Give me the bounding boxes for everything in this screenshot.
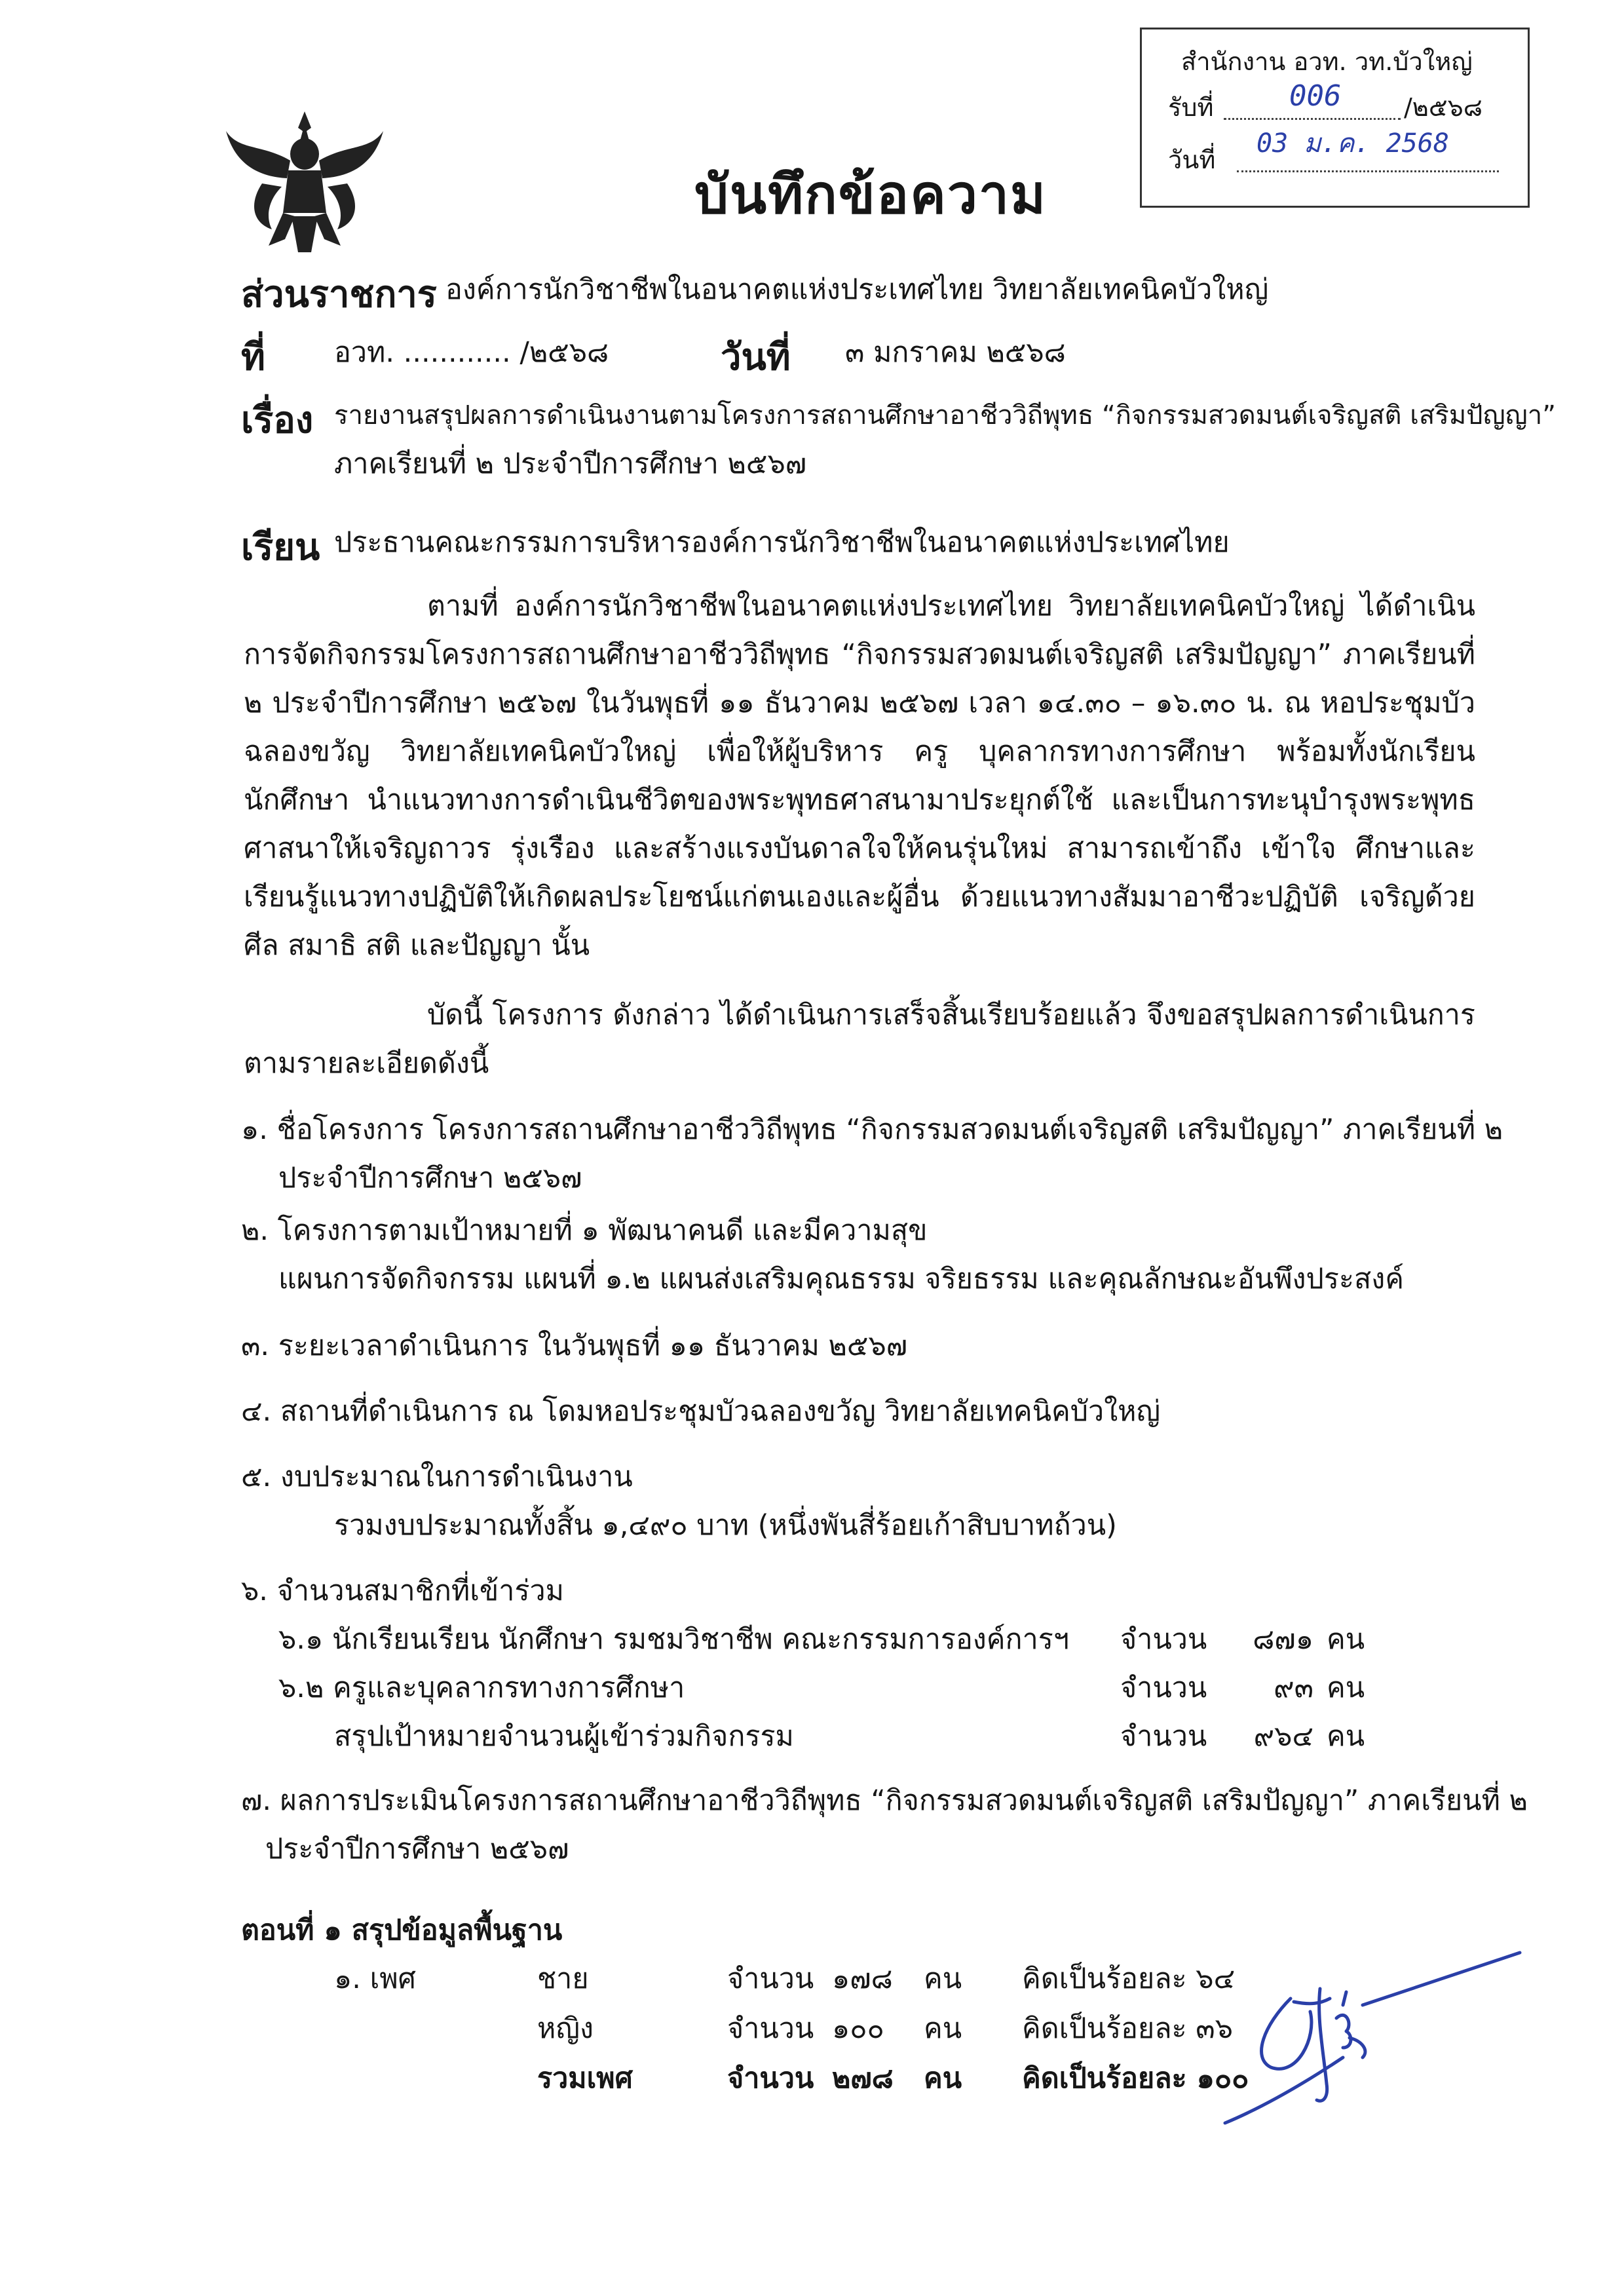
member-row-label: ๖.๒ ครูและบุคลากรทางการศึกษา	[278, 1672, 685, 1704]
to-value: ประธานคณะกรรมการบริหารองค์การนักวิชาชีพในอนาคตแห่งประเทศไทย	[334, 526, 1230, 559]
gender-row-count: ๑๐๐	[832, 2012, 884, 2045]
gender-row-name: รวมเพศ	[537, 2062, 633, 2095]
member-row-count: ๘๗๑	[1253, 1623, 1313, 1656]
subject-line-1: รายงานสรุปผลการดำเนินงานตามโครงการสถานศึกษาอาชีววิถีพุทธ “กิจกรรมสวดมนต์เจริญสติ เสริมปัญญา”	[334, 400, 1556, 430]
item-1-line-1: ๑. ชื่อโครงการ โครงการสถานศึกษาอาชีววิถีพุทธ “กิจกรรมสวดมนต์เจริญสติ เสริมปัญญา” ภาคเรียนที่ ๒	[241, 1113, 1503, 1146]
member-row-count: ๙๓	[1274, 1672, 1313, 1704]
gender-row-name: หญิง	[537, 2012, 594, 2045]
subject-label: เรื่อง	[241, 399, 314, 442]
ref-label: ที่	[241, 336, 265, 379]
gender-row-percent: คิดเป็นร้อยละ ๑๐๐	[1022, 2062, 1249, 2095]
stamp-received-label: รับที่	[1168, 93, 1214, 122]
gender-row-name: ชาย	[537, 1962, 589, 1995]
item-7-line-2: ประจำปีการศึกษา ๒๕๖๗	[265, 1833, 569, 1866]
gender-row-unit: คน	[924, 2012, 962, 2045]
member-row-label: ๖.๑ นักเรียนเรียน นักศึกษา รมชมวิชาชีพ คณะกรรมการองค์การฯ	[278, 1623, 1069, 1656]
item-6-title: ๖. จำนวนสมาชิกที่เข้าร่วม	[241, 1575, 565, 1607]
stamp-office: สำนักงาน อวท. วท.บัวใหญ่	[1181, 47, 1473, 76]
stamp-date-label: วันที่	[1168, 145, 1216, 174]
item-5-line-1: ๕. งบประมาณในการดำเนินงาน	[241, 1461, 633, 1493]
item-2-line-1: ๒. โครงการตามเป้าหมายที่ ๑ พัฒนาคนดี และมีความสุข	[241, 1214, 928, 1247]
agency-label: ส่วนราชการ	[241, 273, 437, 316]
gender-row-percent: คิดเป็นร้อยละ ๓๖	[1022, 2012, 1233, 2045]
agency-value: องค์การนักวิชาชีพในอนาคตแห่งประเทศไทย วิทยาลัยเทคนิคบัวใหญ่	[445, 273, 1269, 306]
stamp-received-suffix: /๒๕๖๘	[1404, 93, 1483, 122]
body-paragraph-1: ตามที่ องค์การนักวิชาชีพในอนาคตแห่งประเทศไทย วิทยาลัยเทคนิคบัวใหญ่ ได้ดำเนินการจัดกิจกรรมโครงการสถานศึกษาอาชีววิถีพุทธ “กิจกรรมสวดมนต์เจริญสติ เสริมปัญญา” ภาคเรียนที่ ๒ ประจำปีการศึกษา ๒๕๖๗ ในวันพุธที่ ๑๑ ธันวาคม ๒๕๖๗ เวลา ๑๔.๓๐ – ๑๖.๓๐ น. ณ หอประชุมบัวฉลองขวัญ วิทยาลัยเทคนิคบัวใหญ่ เพื่อให้ผู้บริหาร ครู บุคลากรทางการศึกษา พร้อมทั้งนักเรียน นักศึกษา นำแนวทางการดำเนินชีวิตของพระพุทธศาสนามาประยุกต์ใช้ และเป็นการทะนุบำรุงพระพุทธศาสนาให้เจริญถาวร รุ่งเรือง และสร้างแรงบันดาลใจให้คนรุ่นใหม่ สามารถเข้าถึง เข้าใจ ศึกษาและเรียนรู้แนวทางปฏิบัติให้เกิดผลประโยชน์แก่ตนเองและผู้อื่น ด้วยแนวทางสัมมาอาชีวะปฏิบัติ เจริญด้วยศีล สมาธิ สติ และปัญญา นั้น	[244, 590, 1475, 962]
garuda-emblem-icon	[223, 105, 387, 256]
member-row-unit: คน	[1327, 1623, 1365, 1656]
date-value: ๓ มกราคม ๒๕๖๘	[845, 336, 1066, 369]
gender-row-count: ๒๗๘	[832, 2062, 894, 2095]
signature-icon	[1212, 1926, 1539, 2136]
member-row-label: สรุปเป้าหมายจำนวนผู้เข้าร่วมกิจกรรม	[334, 1720, 794, 1753]
gender-row-unit: คน	[924, 1962, 962, 1995]
stamp-date-value: 03 ม.ค. 2568	[1256, 128, 1449, 159]
gender-row-unit: คน	[924, 2062, 962, 2095]
gender-row-count: ๑๗๘	[832, 1962, 893, 1995]
member-row-unit: คน	[1327, 1720, 1365, 1753]
item-5-line-2: รวมงบประมาณทั้งสิ้น ๑,๔๙๐ บาท (หนึ่งพันสี่ร้อยเก้าสิบบาทถ้วน)	[334, 1509, 1117, 1542]
gender-row-percent: คิดเป็นร้อยละ ๖๔	[1022, 1962, 1236, 1995]
stamp-received-number: 006	[1289, 79, 1342, 113]
item-4: ๔. สถานที่ดำเนินการ ณ โดมหอประชุมบัวฉลองขวัญ วิทยาลัยเทคนิคบัวใหญ่	[241, 1395, 1161, 1428]
body-paragraph-2: บัดนี้ โครงการ ดังกล่าว ได้ดำเนินการเสร็จสิ้นเรียบร้อยแล้ว จึงขอสรุปผลการดำเนินการตามรายละเอียดดังนี้	[244, 999, 1475, 1080]
ref-value: อวท. ............ /๒๕๖๘	[334, 336, 609, 369]
subject-line-2: ภาคเรียนที่ ๒ ประจำปีการศึกษา ๒๕๖๗	[334, 448, 807, 480]
receipt-stamp	[1140, 28, 1530, 208]
gender-row-count-label: จำนวน	[727, 2012, 814, 2045]
item-3: ๓. ระยะเวลาดำเนินการ ในวันพุธที่ ๑๑ ธันวาคม ๒๕๖๗	[241, 1330, 908, 1362]
member-row-count: ๙๖๔	[1253, 1720, 1313, 1753]
date-label: วันที่	[721, 336, 791, 379]
part-1-title: ตอนที่ ๑ สรุปข้อมูลพื้นฐาน	[241, 1914, 563, 1947]
to-label: เรียน	[241, 526, 320, 569]
gender-label: ๑. เพศ	[334, 1962, 416, 1995]
member-row-unit: คน	[1327, 1672, 1365, 1704]
memo-title: บันทึกข้อความ	[694, 164, 1048, 226]
item-2-line-2: แผนการจัดกิจกรรม แผนที่ ๑.๒ แผนส่งเสริมคุณธรรม จริยธรรม และคุณลักษณะอันพึงประสงค์	[278, 1263, 1405, 1295]
gender-row-count-label: จำนวน	[727, 2062, 814, 2095]
member-row-count-label: จำนวน	[1120, 1623, 1207, 1656]
gender-row-count-label: จำนวน	[727, 1962, 814, 1995]
member-row-count-label: จำนวน	[1120, 1672, 1207, 1704]
item-7-line-1: ๗. ผลการประเมินโครงการสถานศึกษาอาชีววิถีพุทธ “กิจกรรมสวดมนต์เจริญสติ เสริมปัญญา” ภาคเรียนที่ ๒	[241, 1784, 1528, 1817]
member-row-count-label: จำนวน	[1120, 1720, 1207, 1753]
item-1-line-2: ประจำปีการศึกษา ๒๕๖๗	[278, 1162, 582, 1195]
